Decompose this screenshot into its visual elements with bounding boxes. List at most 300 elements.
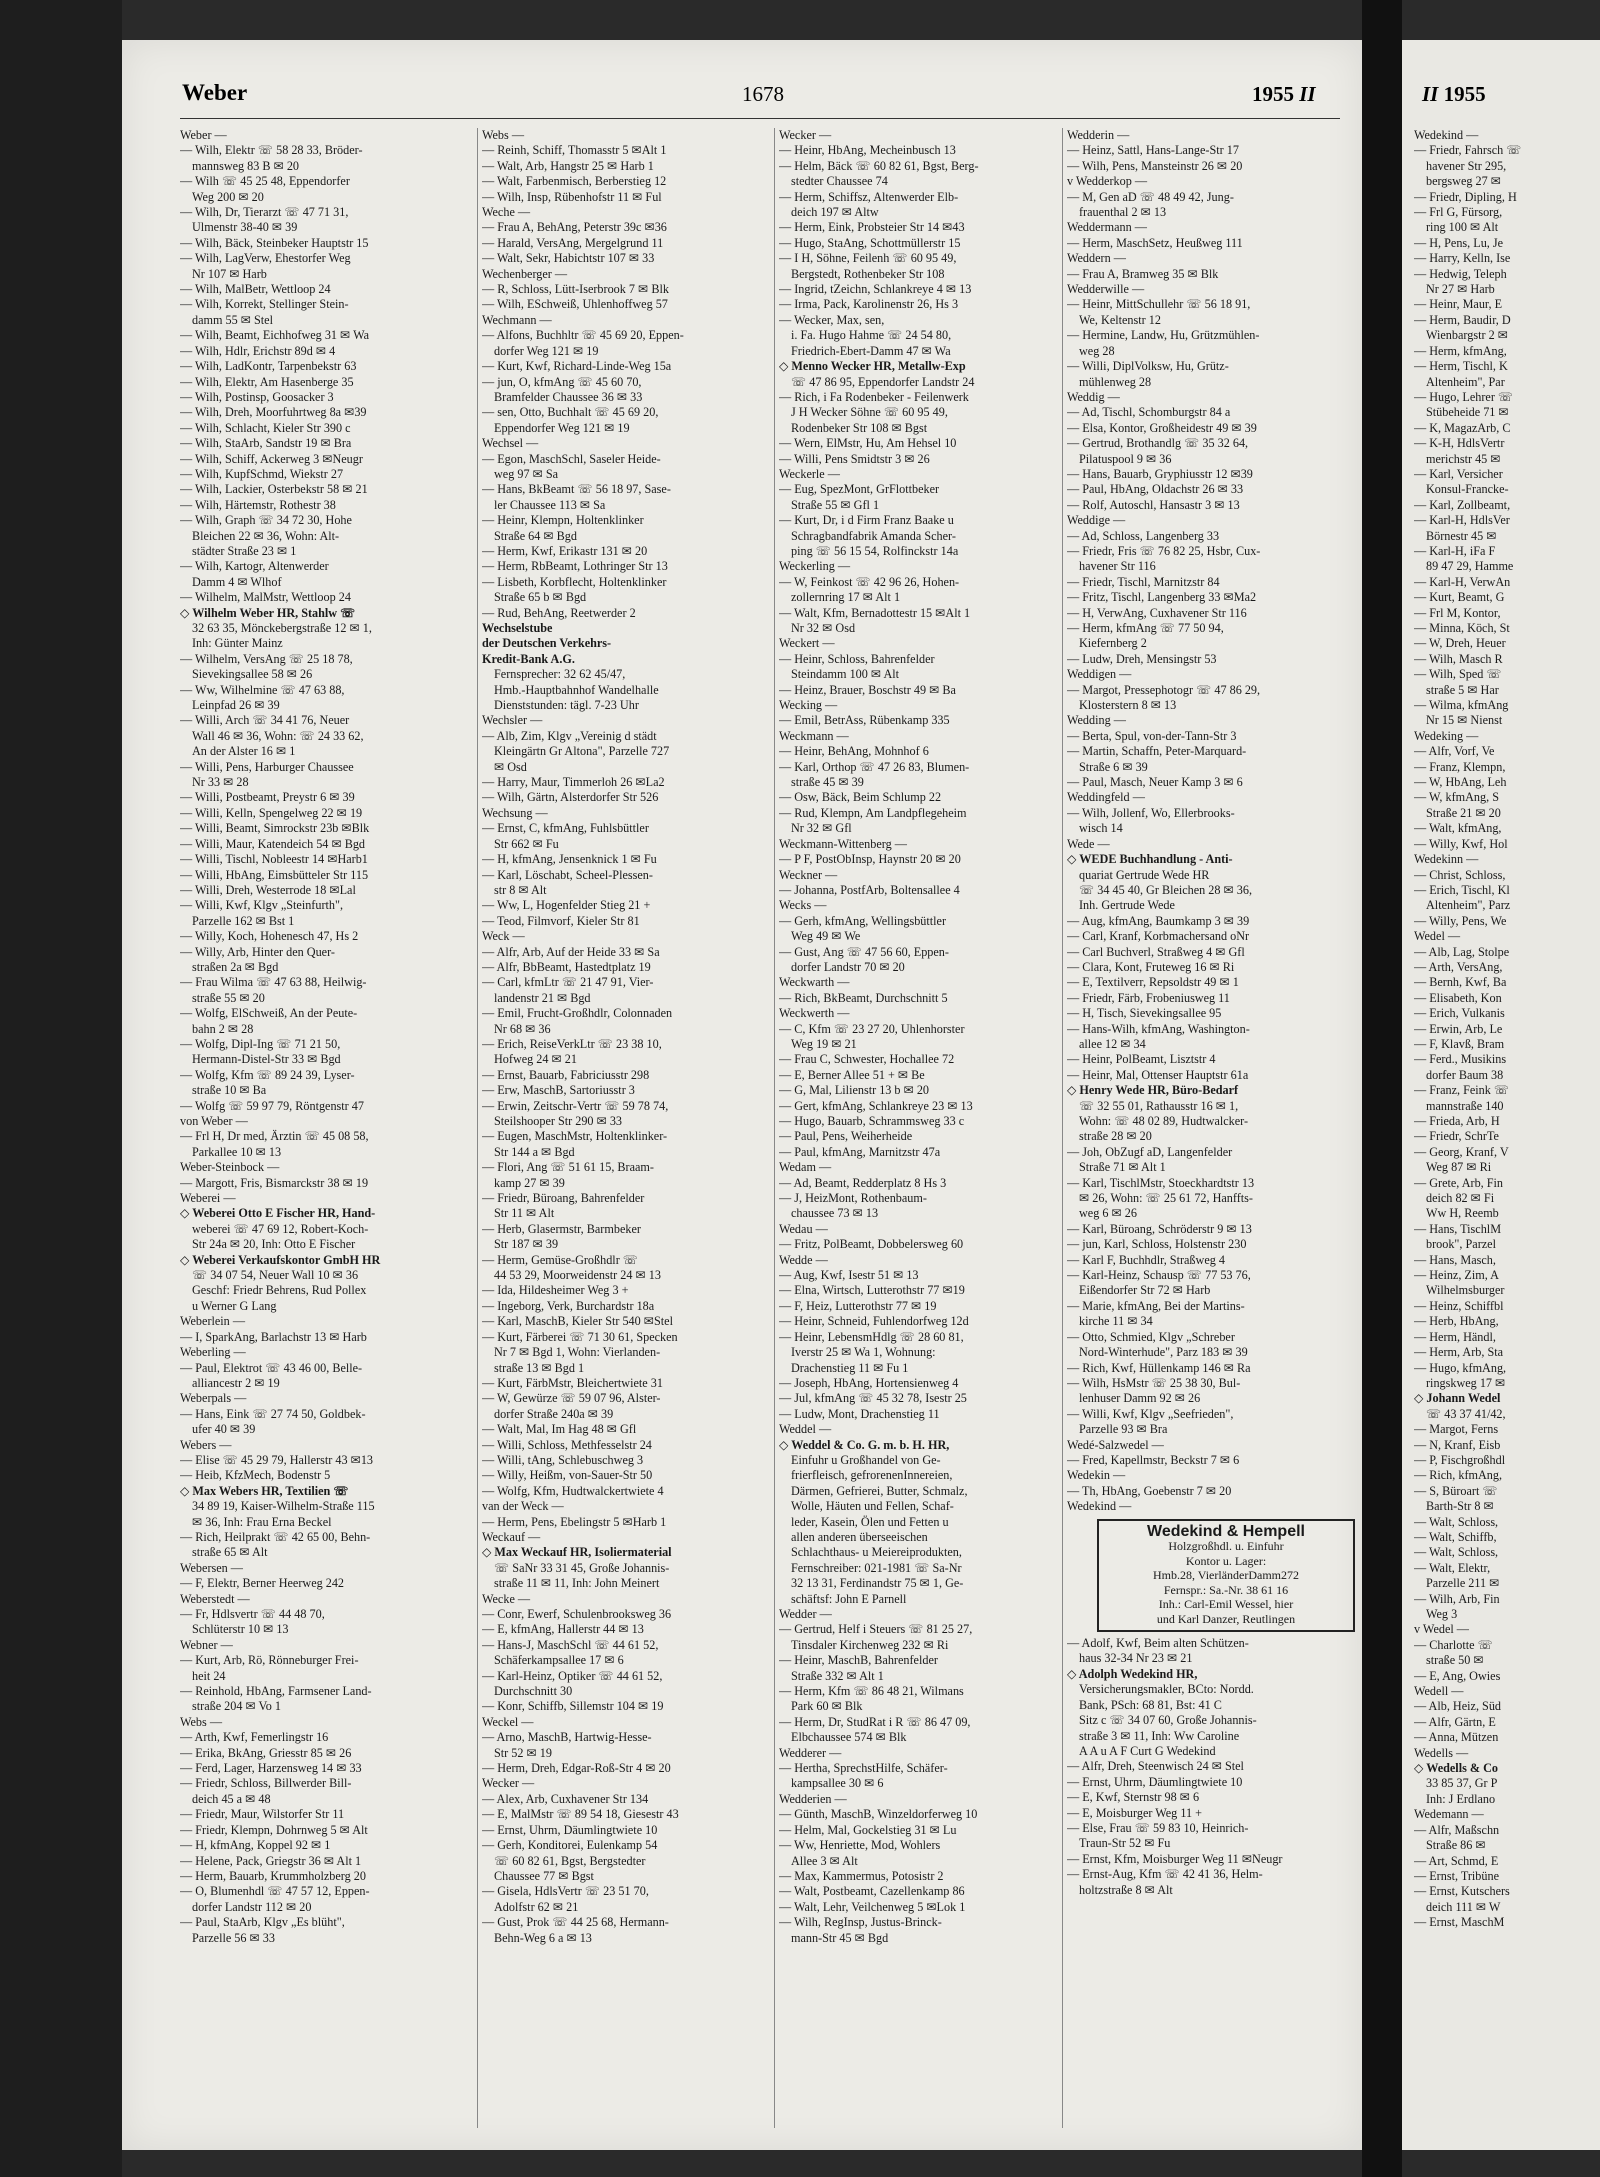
- directory-line: — Alex, Arb, Cuxhavener Str 134: [482, 1791, 649, 1806]
- directory-line: Hmb.-Hauptbahnhof Wandelhalle: [494, 682, 659, 697]
- directory-line: — E, Kwf, Sternstr 98 ✉ 6: [1067, 1790, 1200, 1805]
- directory-line: — Rich, Heilprakt ☏ 42 65 00, Behn-: [180, 1529, 371, 1544]
- advertisement-box: [1097, 1519, 1355, 1633]
- directory-line: — Erich, Vulkanis: [1414, 1006, 1505, 1021]
- directory-line: — Ferd, Lager, Harzensweg 14 ✉ 33: [180, 1761, 362, 1776]
- directory-line: — Wilh, Dreh, Moorfuhrtweg 8a ✉39: [180, 405, 367, 420]
- directory-line: — Ernst, Kfm, Moisburger Weg 11 ✉Neugr: [1067, 1851, 1283, 1866]
- directory-line: Weberling —: [180, 1345, 246, 1360]
- directory-line: Weckwerth —: [779, 1006, 850, 1021]
- directory-line: Weckerling —: [779, 559, 851, 574]
- directory-line: — Wilh, Hdlr, Erichstr 89d ✉ 4: [180, 343, 336, 358]
- directory-line: — Ernst, Kutschers: [1414, 1884, 1510, 1899]
- directory-line: — jun, Karl, Schloss, Holstenstr 230: [1067, 1237, 1247, 1252]
- directory-line: — Friedr, SchrTe: [1414, 1129, 1499, 1144]
- directory-line: — Elna, Wirtsch, Lutterothstr 77 ✉19: [779, 1283, 965, 1298]
- ad-line: Fernspr.: Sa.-Nr. 38 61 16: [1163, 1582, 1289, 1597]
- directory-line: ☏ 43 37 41/42,: [1426, 1406, 1506, 1421]
- directory-line: — Willi, Kelln, Spengelweg 22 ✉ 19: [180, 805, 363, 820]
- directory-line: Wienbargstr 2 ✉: [1426, 328, 1508, 343]
- directory-line: Kiefernberg 2: [1079, 636, 1147, 651]
- directory-line: — Frau Wilma ☏ 47 63 88, Heilwig-: [180, 975, 367, 990]
- directory-line: — Walt, Schloss,: [1414, 1545, 1499, 1560]
- directory-line: Wedekind —: [1414, 128, 1479, 142]
- directory-line: Tinsdaler Kirchenweg 232 ✉ Ri: [791, 1637, 949, 1652]
- directory-line: Weckmann-Wittenberg —: [779, 836, 907, 851]
- directory-line: Kredit-Bank A.G.: [482, 651, 575, 666]
- directory-line: — E, Berner Allee 51 + ✉ Be: [779, 1067, 925, 1082]
- directory-line: Weddermann —: [1067, 220, 1147, 235]
- directory-line: — Harry, Kelln, Ise: [1414, 251, 1511, 266]
- directory-line: mann-Str 45 ✉ Bgd: [791, 1930, 889, 1945]
- directory-line: Straße 65 b ✉ Bgd: [494, 590, 587, 605]
- directory-line: Schlüterstr 10 ✉ 13: [192, 1622, 289, 1637]
- directory-line: — Wilh, Masch R: [1414, 651, 1503, 666]
- directory-line: kamp 27 ✉ 39: [494, 1175, 565, 1190]
- directory-line: — Herm, Baudir, D: [1414, 312, 1511, 327]
- directory-line: — Wilh, MalBetr, Wettloop 24: [180, 282, 331, 297]
- directory-line: ler Chaussee 113 ✉ Sa: [494, 497, 606, 512]
- directory-line: — Wilh, Härtemstr, Rothestr 38: [180, 497, 336, 512]
- directory-line: — Erwin, Arb, Le: [1414, 1021, 1503, 1036]
- directory-line: Weberstedt —: [180, 1591, 250, 1606]
- directory-line: — Gerh, Konditorei, Eulenkamp 54: [482, 1838, 658, 1853]
- directory-line: — Erich, ReiseVerkLtr ☏ 23 38 10,: [482, 1036, 662, 1051]
- directory-line: — Joh, ObZugf aD, Langenfelder: [1067, 1144, 1233, 1159]
- directory-line: — Ludw, Dreh, Mensingstr 53: [1067, 651, 1217, 666]
- directory-line: — Friedr, Schloss, Billwerder Bill-: [180, 1776, 352, 1791]
- directory-line: Straße 332 ✉ Alt 1: [791, 1668, 884, 1683]
- directory-line: Inh: J Erdlano: [1426, 1791, 1496, 1806]
- directory-line: — Conr, Ewerf, Schulenbrooksweg 36: [482, 1607, 672, 1621]
- directory-line: — Minna, Köch, St: [1414, 621, 1510, 635]
- directory-line: — Margott, Fris, Bismarckstr 38 ✉ 19: [180, 1175, 369, 1190]
- directory-line: Wechsel —: [482, 436, 539, 451]
- directory-line: 44 53 29, Moorweidenstr 24 ✉ 13: [494, 1268, 661, 1283]
- directory-line: Weckert —: [779, 636, 835, 651]
- directory-line: — Heinz, Schiffbl: [1414, 1298, 1504, 1313]
- directory-line: — Marie, kfmAng, Bei der Martins-: [1067, 1298, 1245, 1313]
- directory-line: — W, kfmAng, S: [1414, 790, 1499, 805]
- directory-line: — Wecker, Max, sen,: [779, 312, 885, 327]
- directory-line: Wedemann —: [1414, 1807, 1484, 1822]
- directory-line: — Wilh, Korrekt, Stellinger Stein-: [180, 297, 349, 312]
- directory-line: Wedderer —: [779, 1745, 842, 1760]
- directory-line: — Herm, Gemüse-Großhdlr ☏: [482, 1252, 639, 1267]
- directory-line: — Art, Schmd, E: [1414, 1853, 1499, 1868]
- directory-line: Wedderin —: [1067, 128, 1130, 142]
- directory-line: — Herm, Tischl, K: [1414, 359, 1508, 374]
- directory-line: — Erw, MaschB, Sartoriusstr 3: [482, 1083, 635, 1098]
- directory-line: straße 65 ✉ Alt: [192, 1545, 268, 1560]
- directory-line: — Willy, Arb, Hinter den Quer-: [180, 944, 335, 959]
- directory-line: — Herb, Glasermstr, Barmbeker: [482, 1221, 641, 1236]
- directory-line: — Walt, Schiffb,: [1414, 1529, 1497, 1544]
- directory-line: Weberpals —: [180, 1391, 247, 1406]
- directory-line: — Herm, Schiffsz, Altenwerder Elb-: [779, 189, 959, 204]
- directory-line: allen anderen überseeischen: [791, 1529, 928, 1544]
- directory-line: Weberlein —: [180, 1314, 246, 1329]
- facing-column: [1414, 128, 1600, 2128]
- directory-line: — Frieda, Arb, H: [1414, 1114, 1500, 1128]
- directory-line: — Herm, Kwf, Erikastr 131 ✉ 20: [482, 543, 648, 558]
- directory-line: Wedekin —: [1067, 1468, 1126, 1483]
- directory-line: — Walt, Sekr, Habichtstr 107 ✉ 33: [482, 251, 655, 266]
- directory-line: — H, kfmAng, Koppel 92 ✉ 1: [180, 1838, 331, 1853]
- directory-line: — Joseph, HbAng, Hortensienweg 4: [779, 1375, 959, 1390]
- directory-line: — Jul, kfmAng ☏ 45 32 78, Isestr 25: [779, 1391, 967, 1406]
- directory-line: Wede —: [1067, 836, 1110, 851]
- directory-line: An der Alster 16 ✉ 1: [192, 744, 296, 759]
- header-rule: [180, 118, 1340, 119]
- directory-line: — Arno, MaschB, Hartwig-Hesse-: [482, 1730, 652, 1745]
- directory-line: Steindamm 100 ✉ Alt: [791, 667, 900, 682]
- directory-line: — Frl H, Dr med, Ärztin ☏ 45 08 58,: [180, 1129, 369, 1144]
- directory-line: — Alfr, Maßschn: [1414, 1822, 1500, 1837]
- directory-line: ◇ WEDE Buchhandlung - Anti-: [1067, 852, 1233, 867]
- directory-line: Weckauf —: [482, 1529, 541, 1544]
- directory-line: ringskweg 17 ✉: [1426, 1375, 1506, 1390]
- directory-line: — Max, Kammermus, Potosistr 2: [779, 1868, 944, 1883]
- directory-line: Inh: Günter Mainz: [192, 636, 283, 651]
- directory-line: Nr 27 ✉ Harb: [1426, 282, 1495, 297]
- directory-line: Allee 3 ✉ Alt: [791, 1853, 858, 1868]
- directory-line: — Ww, L, Hogenfelder Stieg 21 +: [482, 898, 651, 913]
- directory-line: — G, Mal, Lilienstr 13 b ✉ 20: [779, 1083, 930, 1098]
- directory-line: 32 63 35, Mönckebergstraße 12 ✉ 1,: [192, 621, 372, 635]
- directory-line: — Reinhold, HbAng, Farmsener Land-: [180, 1684, 372, 1699]
- directory-line: — Rud, BehAng, Reetwerder 2: [482, 605, 636, 620]
- directory-line: ◇ Wilhelm Weber HR, Stahlw ☏: [180, 605, 356, 620]
- directory-line: ☏ SaNr 33 31 45, Große Johannis-: [494, 1560, 670, 1575]
- directory-line: Webs —: [180, 1714, 223, 1729]
- directory-line: — Ludw, Mont, Drachenstieg 11: [779, 1406, 940, 1421]
- directory-line: — Walt, Kfm, Bernadottestr 15 ✉Alt 1: [779, 605, 971, 620]
- directory-line: Weck —: [482, 929, 525, 944]
- directory-line: Weddigen —: [1067, 667, 1132, 682]
- directory-line: Parzelle 211 ✉: [1426, 1576, 1500, 1591]
- directory-line: — Kurt, Arb, Rö, Rönneburger Frei-: [180, 1653, 359, 1668]
- directory-line: Weddingfeld —: [1067, 790, 1145, 805]
- directory-line: Wedder —: [779, 1607, 832, 1621]
- directory-line: — Rich, i Fa Rodenbeker - Feilenwerk: [779, 389, 969, 404]
- directory-line: — Ernst, MaschM: [1414, 1915, 1505, 1930]
- directory-line: Straße 64 ✉ Bgd: [494, 528, 577, 543]
- directory-line: — Johanna, PostfArb, Boltensallee 4: [779, 882, 960, 897]
- directory-line: — Th, HbAng, Goebenstr 7 ✉ 20: [1067, 1483, 1232, 1498]
- directory-line: — Heinz, Zim, A: [1414, 1268, 1499, 1283]
- directory-line: Eißendorfer Str 72 ✉ Harb: [1079, 1283, 1211, 1298]
- directory-line: Adolfstr 62 ✉ 21: [494, 1899, 579, 1914]
- directory-line: — Karl, Versicher: [1414, 466, 1503, 481]
- directory-line: — Willi, Maur, Katendeich 54 ✉ Bgd: [180, 836, 366, 851]
- directory-line: — E, Moisburger Weg 11 +: [1067, 1805, 1202, 1820]
- directory-line: merichstr 45 ✉: [1426, 451, 1501, 466]
- directory-line: Friedrich-Ebert-Damm 47 ✉ Wa: [791, 343, 951, 358]
- directory-line: — Walt, Arb, Hangstr 25 ✉ Harb 1: [482, 158, 654, 173]
- directory-line: — Alfr, BbBeamt, Hastedtplatz 19: [482, 959, 651, 974]
- directory-line: Klosterstern 8 ✉ 13: [1079, 698, 1177, 713]
- directory-line: Weber-Steinbock —: [180, 1160, 280, 1175]
- directory-line: weberei ☏ 47 69 12, Robert-Koch-: [192, 1221, 369, 1236]
- directory-line: — Flori, Ang ☏ 51 61 15, Braam-: [482, 1160, 654, 1175]
- directory-line: dorfer Straße 240a ✉ 39: [494, 1406, 614, 1421]
- directory-line: brook", Parzel: [1426, 1237, 1496, 1252]
- directory-line: — Wilh, Lackier, Osterbekstr 58 ✉ 21: [180, 482, 368, 497]
- directory-line: — Ernst, Bauarb, Fabriciusstr 298: [482, 1067, 650, 1082]
- directory-line: — Frau C, Schwester, Hochallee 72: [779, 1052, 955, 1067]
- directory-line: — Walt, Postbeamt, Cazellenkamp 86: [779, 1884, 965, 1899]
- directory-line: — Ida, Hildesheimer Weg 3 +: [482, 1283, 629, 1298]
- directory-line: Bleichen 22 ✉ 36, Wohn: Alt-: [192, 528, 340, 543]
- directory-line: lenhuser Damm 92 ✉ 26: [1079, 1391, 1201, 1406]
- directory-line: — Eug, SpezMont, GrFlottbeker: [779, 482, 940, 497]
- directory-line: — Walt, Farbenmisch, Berberstieg 12: [482, 174, 667, 189]
- directory-line: — Alb, Lag, Stolpe: [1414, 944, 1510, 959]
- directory-line: Weg 87 ✉ Ri: [1426, 1160, 1492, 1175]
- directory-line: haus 32-34 Nr 23 ✉ 21: [1079, 1651, 1193, 1666]
- directory-line: — Wilh, Schiff, Ackerweg 3 ✉Neugr: [180, 451, 363, 466]
- directory-line: — Heib, KfzMech, Bodenstr 5: [180, 1468, 331, 1483]
- directory-line: leder, Kasein, Ölen und Fetten u: [791, 1514, 949, 1529]
- directory-line: — P, Fischgroßhdl: [1414, 1452, 1506, 1467]
- directory-line: Dienststunden: tägl. 7-23 Uhr: [494, 698, 639, 713]
- directory-line: — Kurt, Färberei ☏ 71 30 61, Specken: [482, 1329, 678, 1344]
- directory-line: Fernschreiber: 021-1981 ☏ Sa-Nr: [791, 1560, 962, 1575]
- directory-line: — Herm, Arb, Sta: [1414, 1345, 1504, 1360]
- directory-line: Altenheim", Par: [1426, 374, 1505, 389]
- directory-line: der Deutschen Verkehrs-: [482, 636, 612, 651]
- directory-line: ring 100 ✉ Alt: [1426, 220, 1499, 235]
- directory-line: deich 111 ✉ W: [1426, 1899, 1501, 1914]
- directory-line: ◇ Weberei Otto E Fischer HR, Hand-: [180, 1206, 376, 1221]
- directory-line: Iverstr 25 ✉ Wa 1, Wohnung:: [791, 1345, 936, 1360]
- directory-line: chaussee 73 ✉ 13: [791, 1206, 879, 1221]
- directory-line: ◇ Adolph Wedekind HR,: [1067, 1666, 1198, 1681]
- directory-line: — Karl, Zollbeamt,: [1414, 497, 1511, 512]
- directory-line: — Walt, Mal, Im Hag 48 ✉ Gfl: [482, 1422, 637, 1437]
- directory-line: Weg 3: [1426, 1607, 1458, 1621]
- directory-line: — Frau A, Bramweg 35 ✉ Blk: [1067, 266, 1219, 281]
- directory-line: Weg 49 ✉ We: [791, 929, 861, 944]
- directory-line: Wecke —: [482, 1591, 531, 1606]
- directory-line: — Gert, kfmAng, Schlankreye 23 ✉ 13: [779, 1098, 973, 1113]
- directory-line: Steilshooper Str 290 ✉ 33: [494, 1114, 623, 1128]
- directory-line: — Wilh, Postinsp, Goosacker 3: [180, 389, 334, 404]
- directory-line: Parzelle 56 ✉ 33: [192, 1930, 275, 1945]
- directory-line: — Herm, Pens, Ebelingstr 5 ✉Harb 1: [482, 1514, 667, 1529]
- directory-line: 32 13 31, Ferdinandstr 75 ✉ 1, Ge-: [791, 1576, 964, 1591]
- directory-line: — Ww, Wilhelmine ☏ 47 63 88,: [180, 682, 345, 697]
- directory-line: Geschf: Friedr Behrens, Rud Pollex: [192, 1283, 367, 1298]
- directory-line: Weddig —: [1067, 389, 1120, 404]
- directory-line: Weckmann —: [779, 728, 849, 743]
- facing-running-head: II 1955: [1422, 82, 1486, 106]
- directory-line: — Gertrud, Brothandlg ☏ 35 32 64,: [1067, 436, 1249, 451]
- directory-line: Pilatuspool 9 ✉ 36: [1079, 451, 1172, 466]
- ad-line: Inh.: Carl-Emil Wessel, hier: [1158, 1597, 1294, 1612]
- directory-line: Wedam —: [779, 1160, 832, 1175]
- directory-line: — Heinr, Klempn, Holtenklinker: [482, 513, 644, 528]
- directory-line: — Eugen, MaschMstr, Holtenklinker-: [482, 1129, 668, 1144]
- directory-line: dorfer Landstr 70 ✉ 20: [791, 959, 905, 974]
- directory-line: — Frau A, BehAng, Peterstr 39c ✉36: [482, 220, 667, 235]
- directory-line: — Willi, Tischl, Nobleestr 14 ✉Harb1: [180, 852, 368, 867]
- directory-line: — Wilh, Elektr, Am Hasenberge 35: [180, 374, 354, 389]
- directory-line: — Helm, Bäck ☏ 60 82 61, Bgst, Berg-: [779, 158, 979, 173]
- directory-line: wisch 14: [1079, 821, 1123, 836]
- directory-line: Straße 86 ✉: [1426, 1838, 1486, 1853]
- directory-line: Wechsung —: [482, 805, 548, 820]
- directory-line: Str 187 ✉ 39: [494, 1237, 559, 1252]
- directory-line: — Herm, Bauarb, Krummholzberg 20: [180, 1868, 366, 1883]
- directory-line: — F, Heiz, Lutterothstr 77 ✉ 19: [779, 1298, 937, 1313]
- directory-line: A A u A F Curt G Wedekind: [1079, 1743, 1216, 1758]
- directory-line: — Egon, MaschSchl, Saseler Heide-: [482, 451, 661, 466]
- directory-line: — Ingrid, tZeichn, Schlankreye 4 ✉ 13: [779, 282, 972, 297]
- directory-line: — Heinr, HbAng, Mecheinbusch 13: [779, 143, 956, 158]
- directory-line: — Herm, Dreh, Edgar-Roß-Str 4 ✉ 20: [482, 1761, 671, 1776]
- directory-line: — Friedr, Büroang, Bahrenfelder: [482, 1191, 645, 1206]
- directory-line: straße 204 ✉ Vo 1: [192, 1699, 281, 1714]
- directory-line: — Carl, kfmLtr ☏ 21 47 91, Vier-: [482, 975, 654, 990]
- directory-line: We, Keltenstr 12: [1079, 312, 1161, 327]
- directory-line: — Wilh, Beamt, Eichhofweg 31 ✉ Wa: [180, 328, 370, 343]
- directory-line: — Wolfg, Kfm ☏ 89 24 39, Lyser-: [180, 1067, 355, 1082]
- directory-line: Wedderien —: [779, 1791, 847, 1806]
- directory-line: Bank, PSch: 68 81, Bst: 41 C: [1079, 1697, 1222, 1712]
- directory-line: — Heinr, Maur, E: [1414, 297, 1503, 312]
- directory-line: Weckner —: [779, 867, 838, 882]
- directory-line: havener Str 295,: [1426, 158, 1507, 173]
- directory-line: van der Weck —: [482, 1499, 564, 1514]
- directory-line: — Willy, Heißm, von-Sauer-Str 50: [482, 1468, 653, 1483]
- directory-line: — Karl F, Buchhdlr, Straßweg 4: [1067, 1252, 1225, 1267]
- directory-line: — R, Schloss, Lütt-Iserbrook 7 ✉ Blk: [482, 282, 669, 297]
- directory-line: — Karl-H, VerwAn: [1414, 574, 1511, 589]
- directory-line: mannsweg 83 B ✉ 20: [192, 158, 300, 173]
- directory-line: kirche 11 ✉ 34: [1079, 1314, 1153, 1329]
- directory-line: — Ferd., Musikins: [1414, 1052, 1507, 1067]
- directory-line: — O, Blumenhdl ☏ 47 57 12, Eppen-: [180, 1884, 370, 1899]
- directory-line: — Hermine, Landw, Hu, Grützmühlen-: [1067, 328, 1260, 343]
- directory-line: — F, Klavß, Bram: [1414, 1036, 1505, 1051]
- directory-line: — F, Elektr, Berner Heerweg 242: [180, 1576, 345, 1591]
- directory-line: — N, Kranf, Eisb: [1414, 1437, 1501, 1452]
- directory-line: Elbchaussee 574 ✉ Blk: [791, 1730, 907, 1745]
- directory-line: — Günth, MaschB, Winzeldorferweg 10: [779, 1807, 978, 1822]
- directory-line: — Osw, Bäck, Beim Schlump 22: [779, 790, 942, 805]
- directory-line: havener Str 116: [1079, 559, 1156, 574]
- directory-line: — Alfr, Dreh, Steenwisch 24 ✉ Stel: [1067, 1759, 1244, 1774]
- directory-line: Nr 32 ✉ Gfl: [791, 821, 852, 836]
- directory-line: — Alfr, Arb, Auf der Heide 33 ✉ Sa: [482, 944, 660, 959]
- directory-line: — Ww, Henriette, Mod, Wohlers: [779, 1838, 941, 1853]
- directory-line: Drachenstieg 11 ✉ Fu 1: [791, 1360, 909, 1375]
- directory-line: Weckwarth —: [779, 975, 850, 990]
- directory-line: deich 197 ✉ Altw: [791, 205, 879, 220]
- directory-line: — Friedr, Fris ☏ 76 82 25, Hsbr, Cux-: [1067, 543, 1261, 558]
- directory-line: — Herm, Kfm ☏ 86 48 21, Wilmans: [779, 1684, 964, 1699]
- directory-line: mühlenweg 28: [1079, 374, 1152, 389]
- directory-line: — Erika, BkAng, Griesstr 85 ✉ 26: [180, 1745, 352, 1760]
- directory-line: ping ☏ 56 15 54, Rolfinckstr 14a: [791, 543, 959, 558]
- directory-line: — Heinr, MittSchullehr ☏ 56 18 91,: [1067, 297, 1251, 312]
- directory-line: Wedding —: [1067, 713, 1126, 728]
- directory-line: — Willi, Kwf, Klgv „Seefrieden",: [1067, 1406, 1234, 1421]
- directory-line: Hermann-Distel-Str 33 ✉ Bgd: [192, 1052, 341, 1067]
- directory-line: — Wilh, ESchweiß, Uhlenhoffweg 57: [482, 297, 668, 312]
- directory-line: — Charlotte ☏: [1414, 1637, 1493, 1652]
- directory-line: Nr 68 ✉ 36: [494, 1021, 551, 1036]
- directory-line: — H, kfmAng, Jensenknick 1 ✉ Fu: [482, 852, 657, 867]
- directory-line: — Willi, Kwf, Klgv „Steinfurth",: [180, 898, 344, 913]
- ad-line: Kontor u. Lager:: [1185, 1553, 1267, 1568]
- directory-line: allee 12 ✉ 34: [1079, 1036, 1146, 1051]
- directory-line: Wechselstube: [482, 621, 553, 635]
- column-2: [477, 128, 770, 2128]
- directory-line: — Walt, kfmAng,: [1414, 821, 1502, 836]
- directory-line: Weg 200 ✉ 20: [192, 189, 264, 204]
- directory-line: Str 24a ✉ 20, Inh: Otto E Fischer: [192, 1237, 356, 1252]
- directory-line: — Alb, Zim, Klgv „Vereinig d städt: [482, 728, 657, 743]
- directory-line: Wedau —: [779, 1221, 828, 1236]
- directory-line: ◇ Henry Wede HR, Büro-Bedarf: [1067, 1083, 1239, 1098]
- directory-line: ufer 40 ✉ 39: [192, 1422, 256, 1437]
- directory-line: alliancestr 2 ✉ 19: [192, 1375, 280, 1390]
- directory-line: — Herm, Eink, Probsteier Str 14 ✉43: [779, 220, 965, 235]
- directory-line: — Willi, Beamt, Simrockstr 23b ✉Blk: [180, 821, 370, 836]
- directory-line: Inh. Gertrude Wede: [1079, 898, 1175, 913]
- directory-line: Rodenbeker Str 108 ✉ Bgst: [791, 420, 928, 435]
- directory-line: — Alfr, Gärtn, E: [1414, 1714, 1496, 1729]
- directory-line: — Hugo, StaAng, Schottmüllerstr 15: [779, 235, 961, 250]
- directory-line: städter Straße 23 ✉ 1: [192, 543, 297, 558]
- directory-line: — Gertrud, Helf i Steuers ☏ 81 25 27,: [779, 1622, 973, 1637]
- directory-line: dorfer Baum 38: [1426, 1067, 1504, 1082]
- directory-line: ◇ Wedells & Co: [1414, 1761, 1498, 1776]
- directory-line: — Wilh, Gärtn, Alsterdorfer Str 526: [482, 790, 659, 805]
- directory-line: — W, Feinkost ☏ 42 96 26, Hohen-: [779, 574, 960, 589]
- directory-line: Wechsler —: [482, 713, 543, 728]
- directory-line: — Willy, Koch, Hohenesch 47, Hs 2: [180, 929, 359, 944]
- directory-line: v Wedderkop —: [1067, 174, 1148, 189]
- directory-line: weg 28: [1079, 343, 1115, 358]
- directory-line: Börnestr 45 ✉: [1426, 528, 1497, 543]
- directory-line: — Anna, Mützen: [1414, 1730, 1499, 1745]
- directory-line: 89 47 29, Hamme: [1426, 559, 1514, 574]
- directory-line: Str 662 ✉ Fu: [494, 836, 559, 851]
- directory-line: Durchschnitt 30: [494, 1684, 573, 1699]
- directory-line: — Reinh, Schiff, Thomasstr 5 ✉Alt 1: [482, 143, 667, 158]
- directory-line: ☏ 34 07 54, Neuer Wall 10 ✉ 36: [192, 1268, 359, 1283]
- directory-line: ☏ 32 55 01, Rathausstr 16 ✉ 1,: [1079, 1098, 1239, 1113]
- directory-line: — Karl-Heinz, Optiker ☏ 44 61 52,: [482, 1668, 663, 1683]
- directory-line: Parzelle 93 ✉ Bra: [1079, 1422, 1168, 1437]
- directory-line: — Franz, Feink ☏: [1414, 1083, 1510, 1098]
- directory-line: ☏ 47 86 95, Eppendorfer Landstr 24: [791, 374, 975, 389]
- directory-line: — Wilh, Pens, Mansteinstr 26 ✉ 20: [1067, 158, 1243, 173]
- directory-line: Nr 107 ✉ Harb: [192, 266, 267, 281]
- directory-line: Weddige —: [1067, 513, 1126, 528]
- directory-line: — M, Gen aD ☏ 48 49 42, Jung-: [1067, 189, 1234, 204]
- directory-line: Weber —: [180, 128, 227, 142]
- directory-line: Stübeheide 71 ✉: [1426, 405, 1509, 420]
- directory-line: — E, MalMstr ☏ 89 54 18, Giesestr 43: [482, 1807, 679, 1822]
- directory-line: straße 45 ✉ 39: [791, 775, 864, 790]
- ad-line: Holzgroßhdl. u. Einfuhr: [1168, 1539, 1284, 1554]
- directory-line: — Hugo, kfmAng,: [1414, 1360, 1507, 1375]
